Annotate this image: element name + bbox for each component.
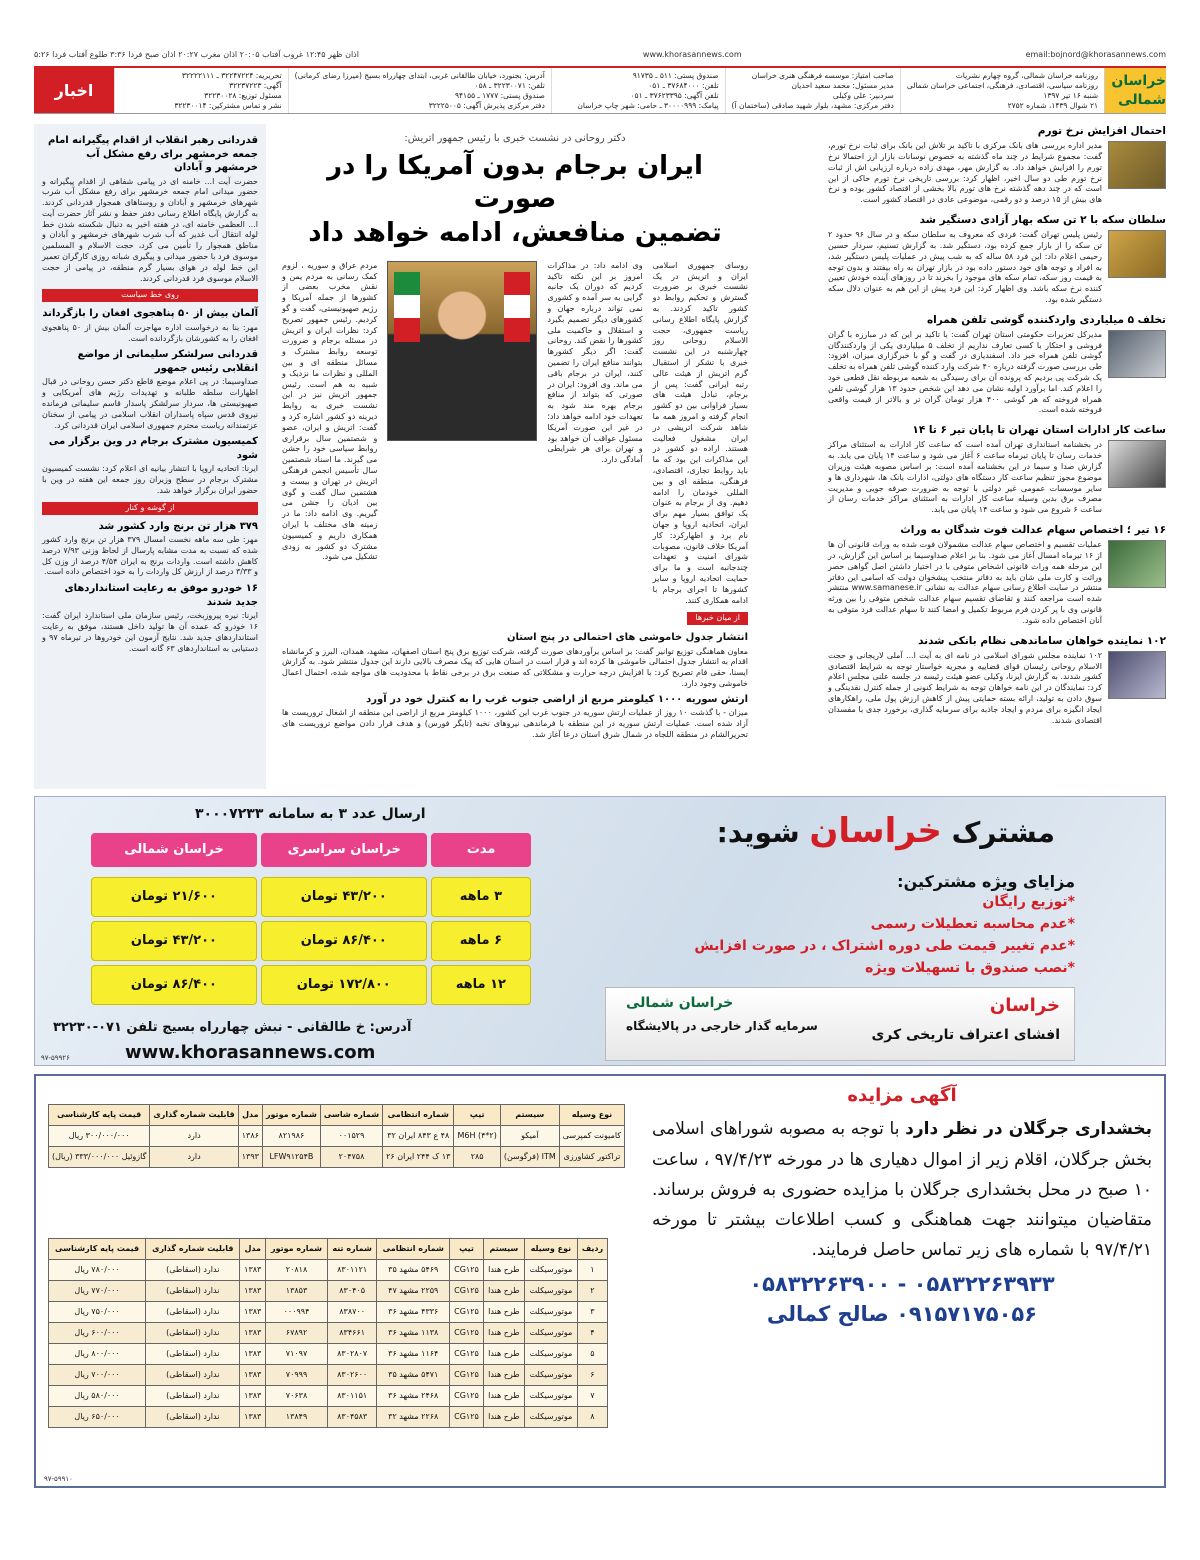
brief-text: میزان - با گذشت ۱۰ روز از عملیات ارتش سوریه در جنوب غرب این کشور، ۱۰۰۰ کیلومتر مربع از اراضی این منطقه از اشغال تروریست ها آزاد شده است. عملیات ارتش سوریه در این منطقه با فرماندهی نیروهای نخبه (تایگر فورس) و هدف قرار دادن مواضع تروریست های تحریرالشام در منطقه اللجاه در شمال شرق استان درعا آغاز شد. [282,708,749,739]
news-text: ۱۰۲ نماینده مجلس شورای اسلامی در نامه ای به آیت ا... آملی لاریجانی و حجت الاسلام روحانی رئیسان قوای قضاییه و مجریه خواستار توجه به شرایط اقتصادی کشور شدند. به گزارش ایرنا، وکیلی عضو هیئت رئیسه در جلسه علنی مجلس اعلام کرد: نمایندگان در این نامه خواهان توجه به شرایط کنونی از جمله کنترل نقدینگی و سوق دادن به تولید، ارائه بسته حمایتی پیش از کاهش ارزش پول ملی، راهکارهای ایجاد انگیزه برای مردم و ایجاد جاذبه برای سرمایه گذاری، برخورد جدی با مفسدان اقتصادی شدند. [828,650,1102,725]
table-row: ۵ موتورسیکلت طرح هندا CG۱۲۵ ۱۱۶۴ مشهد ۳۶ ۸۳۰۲۸۰۷ ۷۱۰۹۷ ۱۳۸۳ ندارد (اسقاطی) ۸۰۰/۰۰۰ ریال [49,1344,608,1365]
perk-item: *عدم محاسبه تعطیلات رسمی [870,915,1075,932]
perk-item: *عدم تغییر قیمت طی دوره اشتراک ، در صورت افزایش [694,937,1075,954]
news-item [828,213,1166,306]
lead-col-1: روسای جمهوری اسلامی ایران و اتریش در یک نشست خبری بر ضرورت گسترش و تحکیم روابط دو کشور تاکید کردند. به گزارش پایگاه اطلاع رسانی ریاست جمهوری، حجت الاسلام روحانی روز چهارشنبه در این نشست خبری با تشکر از استقبال گرم اتریش از هیئت عالی رتبه ایرانی گفت: پس از برجام، تبادل هیئت های بسیار فراوانی بین دو کشور انجام گرفته و امروز همه ما شاهد شرکت اتریشی در ایران مشغول فعالیت هستند. اراده دو کشور در این مذاکرات این بود که ما باید روابط تجاری، اقتصادی، فرهنگی، منطقه ای و بین المللی خودمان را ادامه دهیم. وی از برجام به عنوان یک توافق بسیار مهم برای ایران، اتحادیه اروپا و جهان نام برد و اظهارکرد: کار آمریکا خلاف قانون، مصوبات شورای امنیت و تعهدات چندجانبه است و ما برای حمایت اتحادیه اروپا و سایر کشورها تا اجرای برجام با ادامه همکاری کنند. [652,260,748,605]
subscription-ad [34,796,1166,1066]
list-item: کمیسیون مشترک برجام در وین برگزار می شود ایرنا: اتحادیه اروپا با انتشار بیانیه ای اعلام کرد: نشست کمیسیون مشترک برجام در سطح وزیران روز جمعه این هفته در وین با حضور ایران برگزار خواهد شد. [42,436,258,495]
price-row: ۱۲ ماهه ۱۷۲/۸۰۰ تومان ۸۶/۴۰۰ تومان [91,965,531,1005]
news-item [828,634,1166,727]
price-table [91,833,531,1009]
news-photo [1108,651,1166,699]
news-item [828,523,1166,627]
news-item [828,423,1166,516]
news-photo [1108,440,1166,488]
list-item: ۱۶ خودرو موفق به رعایت استانداردهای جدید شدند ایرنا: نیره پیروزبخت، رئیس سازمان ملی استاندارد ایران گفت: ۱۶ خودرو که عمده آن ها تولید داخل هستند، موفق به رعایت استانداردهای جدید شد. نتایج آزمون این خودروها در تیرماه ۹۷ و دستیابی به استانداردهای ۶۳ گانه است. [42,583,258,653]
president-photo [387,261,537,441]
news-item [828,313,1166,417]
austria-flag-icon [504,272,530,342]
masthead [34,66,1166,114]
table-row: ۶ موتورسیکلت طرح هندا CG۱۲۵ ۵۴۷۱ مشهد ۳۵ ۸۳۰۲۶۰۰ ۷۰۹۹۹ ۱۳۸۳ ندارد (اسقاطی) ۷۰۰/۰۰۰ ریال [49,1365,608,1386]
masthead-info-3: صندوق پستی: ۵۱۱ ـ ۹۱۷۳۵ تلفن: ۳۷۶۸۴۰۰۰ ـ ۰۵۱ تلفن آگهی: ۳۷۶۲۳۳۹۵ ـ ۰۵۱ پیامک: ۳۰۰۰۰۹۹۹ ـ حامی: شهر چاپ خراسان [551,68,725,113]
news-title: تخلف ۵ میلیاردی واردکننده گوشی تلفن همراه [926,313,1166,326]
auction-contact: ۰۹۱۵۷۱۷۵۰۵۶ صالح کمالی [766,1301,1038,1326]
news-text: عملیات تقسیم و اختصاص سهام عدالت مشمولان فوت شده به وراث قانونی آن ها از ۱۶ تیرماه امسال آغاز می شود. بنا بر اعلام صداوسیما بر اساس این گزارش، در این مرحله همه وراث قانونی اشخاص متوفی با در اختیار داشتن اصل گواهی حصر وراثت و کارت ملی شان باید به دفاتر منتخب پیشخوان دولت که اسامی این دفاتر منتشر در سایت اطلاع رسانی سهام عدالت به نشانی www.samanese.ir منتشر شده است مراجعه کنند و تقاضای تقسیم سهام عدالت شخص متوفی را بین ورثه قانونی وی با پر کردن فرم مربوط تکمیل و امضا کنند تا سهام عدالت فرد متوفی به آنان اختصاص داده شود. [828,540,1102,625]
brief-text: معاون هماهنگی توزیع توانیر گفت: بر اساس برآوردهای صورت گرفته، شرکت توزیع برق پنج استان اصفهان، مشهد، همدان، البرز و کرمانشاه اقدام به انتشار جدول احتمالی خاموشی ها کرده اند و قرار است در استان هایی که پیک مصرف بالایی دارند این جدول منتشر شود. به گزارش ایسنا، حقی فام تصریح کرد: با افزایش درجه حرارت و مشکلاتی که صنعت برق در برخی نقاط با محدودیت های مواجه شده، احتمال اعمال خاموشی وجود دارد. [281,646,748,689]
auction-notice [34,1074,1166,1488]
list-item: قدردانی سرلشکر سلیمانی از مواضع انقلابی رئیس جمهور صداوسیما: در پی اعلام موضع قاطع دکتر حسن روحانی در قبال اظهارات سلطه طلبانه و تهدیدات رژیم های آمریکایی و صهیونیستی ها، سردار سرلشکر پاسدار قاسم سلیمانی فرمانده نیروی قدس سپاه پاسداران انقلاب اسلامی در پیامی از سخنان عزتمندانه ریاست محترم جمهوری اسلامی ایران قدردانی کرد. [42,349,258,430]
vehicle-table [48,1104,625,1168]
ad-slogan: مشترک خراسان شوید: [716,811,1055,851]
news-text: در بخشنامه استانداری تهران آمده است که ساعت کار ادارات به استثنای مراکز خدمات رسان تا پایان تیرماه ساعت ۶ آغاز می شود و ساعت ۱۴ پایان می یابد. به گزارش صدا و سیما در این بخشنامه آمده است: بر اساس مصوبه هیئت وزیران موضوع مجوز تنظیم ساعت کار دستگاه های دولتی، ادارات بانک ها، شهرداری ها و سایر موسسات عمومی غیر دولتی با توجه به ضرورت صرفه جویی و مدیریت مصرف برق بدین وسیله ساعت کار ادارات به استثنای مراکز خدمات رسان از ساعت ۶ شروع می شود و ساعت ۱۴ پایان می یابد. [828,440,1102,515]
brief-title: ارتش سوریه ۱۰۰۰ کیلومتر مربع از اراضی جنوب غرب را به کنترل خود در آورد [366,693,748,705]
lead-kicker: دکتر روحانی در نشست خبری با رئیس جمهور اتریش: [404,133,626,144]
news-photo [1108,540,1166,588]
left-lead-item [42,134,258,284]
table-header: ردیف نوع وسیله سیستم تیپ شماره انتظامی شماره تنه شماره موتور مدل قابلیت شماره گذاری قیمت پایه کارشناسی [49,1239,608,1260]
ad-address: آدرس: خ طالقانی - نبش چهارراه بسیج تلفن ۰۷۱-۳۲۲۳۰ [53,1020,412,1035]
left-lead-text: حضرت آیت ا... خامنه ای در پیامی شفاهی از اقدام پیگیرانه و حضور میدانی امام جمعه خرمشهر برای رفع مشکل آب شرب شهرهای خرمشهر و آبادان و روستاهای همجوار قدردانی کردند. به گزارش پایگاه اطلاع رسانی دفتر حفظ و نشر آثار حضرت آیت ا... العظمی خامنه ای، در هفته اخیر به دنبال شکسته شدن خط لوله انتقال آب غدیر که آب شرب شهرهای خرمشهر و آبادان و مناطق همجوار را تأمین می کرد، حجت الاسلام و المسلمین موسوی فرد با حضور میدانی و پیگیری شبانه روزی کارگران تعمیر این خط لوله در هوای بسیار گرم منطقه، در پیامی از حجت الاسلام موسوی فرد قدردانی کردند. [42,176,258,283]
news-item [828,124,1166,206]
perks-title: مزایای ویژه مشترکین: [897,872,1075,891]
auction-text [652,1084,1152,1328]
masthead-info-4: آدرس: بجنورد، خیابان طالقانی غربی، ابتدای چهارراه بسیج (میرزا رضای کرمانی) تلفن: ۳۲۲۳۰۰۷۱ ـ ۰۵۸ صندوق پستی: ۱۷۷۷ ـ ۹۴۱۵۵ دفتر مرکزی پذیرش آگهی: ۳۲۲۲۵۰۰۵ [288,68,551,113]
left-tag-misc: از گوشه و کنار [42,502,258,515]
perk-item: *نصب صندوق با تسهیلات ویژه [865,959,1075,976]
news-text: رئیس پلیس تهران گفت: فردی که معروف به سلطان سکه و در سال ۹۶ حدود ۲ تن سکه را از بازار جمع کرده بود، دستگیر شد. به گزارش تسنیم، سردار حسین رحیمی اعلام داد: این فرد ۵۸ ساله که به شب پیش در عملیات پلیس دستگیر شد، به افراد و توجه های خود دستور داده بود در بازار تهران به راه بیفتند و بدون توجه به قیمت روز سکه، تمام سکه های موجود را بخرند تا در روزهای آینده خودش تعیین کننده نرخ سکه باشد. وی اظهار کرد: این فرد پیش از این هم به عنوان دلال سکه دستگیر شده بود. [828,230,1103,304]
brand-logo: خراسان شمالی [1104,68,1166,113]
iran-flag-icon [394,272,420,342]
lead-story-body [282,261,748,607]
list-item: ۳۷۹ هزار تن برنج وارد کشور شد مهر: طی سه ماهه نخست امسال ۳۷۹ هزار تن برنج وارد کشور شده که نسبت به مدت مشابه پارسال از لحاظ وزنی ۷/۹۳ درصد کاهش داشته است. واردات برنج به ایران ۴/۵۴ درصد از وزن کل و ۳/۳۳ درصد از ارزش کل واردات را به خود اختصاص داده است. [42,520,259,577]
top-info-line [34,50,1166,64]
masthead-info-1: روزنامه خراسان شمالی، گروه چهارم نشریات روزنامه سیاسی، اقتصادی، فرهنگی، اجتماعی خراسان شمالی شنبه ۱۶ تیر ۱۳۹۷ ۲۱ شوال ۱۴۳۹، شماره ۲۷۵۲ [900,68,1104,113]
price-row: ۳ ماهه ۴۳/۲۰۰ تومان ۲۱/۶۰۰ تومان [91,877,531,917]
motorcycle-table [48,1238,608,1428]
email-address[interactable]: email:bojnord@khorasannews.com [1025,50,1166,59]
masthead-info-5: تحریریه: ۳۲۲۴۷۲۲۴ ـ ۳۲۲۲۲۱۱۱ آگهی: ۳۲۲۳۷۲۲۳ مسئول توزیع: ۳۲۲۳۰۰۲۸ نشر و تماس مشترکین: ۳۲۲۳۰۰۱۴ [114,68,288,113]
news-title: ۱۰۲ نماینده خواهان ساماندهی نظام بانکی شدند [918,634,1166,647]
news-photo [1108,330,1166,378]
auction-phones: ۰۵۸۳۲۲۶۳۹۳۳ - ۰۵۸۳۲۲۶۳۹۰۰ [749,1271,1055,1296]
table-row: تراکتور کشاورزی ITM (فرگوسن) ۲۸۵ ۱۳ ک ۲۴۴ ایران ۲۶ ۲۰۴۷۵۸ LFW۹۱۲۵۴B ۱۳۹۳ دارد گازوئیل ۳۳۳/۰۰۰/۰۰۰ (ریال) [49,1147,625,1168]
site-url[interactable]: www.khorasannews.com [642,50,742,59]
briefs-tag: از میان خبرها [687,612,748,625]
brief-title: انتشار جدول خاموشی های احتمالی در پنج استان [506,632,748,644]
ad-code: ۹۷-۵۹۹۲۶ [41,1053,70,1062]
news-text: مدیر اداره بررسی های بانک مرکزی با تاکید بر تلاش این بانک برای ثبات نرخ تورم، گفت: مجموع شرایط در چند ماه گذشته به خصوص نوسانات بازار ارز احتمالا نرخ تورم را افزایش خواهد داد. به گزارش مهر، مهدی زاده درباره ارزیابی اش از ثبات نرخ تورم طی دو سال اخیر، اظهار کرد: بررسی تاریخی نرخ تورم حاکی از این است که در چند دهه گذشته نرخ های تورم بالا بخشی از اقتصاد کشور بوده و نرخ های بیش از ۱۵ درصد و دو رقمی، موضوعی عادی در اقتصاد کشور است. [828,141,1102,205]
list-item: آلمان بیش از ۵۰ پناهجوی افغان را بازگرداند مهر: بنا به درخواست اداره مهاجرت آلمان بیش از ۵۰ پناهجوی افغان را به کشورشان بازگردانده است. [42,308,258,343]
table-row: ۳ موتورسیکلت طرح هندا CG۱۲۵ ۴۳۳۶ مشهد ۳۶ ۸۳۸۷۰۰ ۰۰۰۹۹۴ ۱۳۸۳ ندارد (اسقاطی) ۷۵۰/۰۰۰ ریال [49,1302,608,1323]
table-header: نوع وسیله سیستم تیپ شماره انتظامی شماره شاسی شماره موتور مدل قابلیت شماره گذاری قیمت پایه کارشناسی [49,1105,625,1126]
masthead-info-2: صاحب امتیاز: موسسه فرهنگی هنری خراسان مدیر مسئول: محمد سعید احدیان سردبیر: علی وکیلی دفتر مرکزی: مشهد، بلوار شهید صادقی (ساختمان آ) [725,68,900,113]
news-title: ۱۶ تیر ؛ اختصاص سهام عدالت فوت شدگان به وراث [900,524,1166,536]
auction-title: آگهی مزایده [847,1085,957,1106]
lead-col-2: وی ادامه داد: در مذاکرات امروز بر این نکته تاکید کردیم که دوران یک جانبه گرایی به سر آمده و کشوری نمی تواند درباره جهان و کشورهای دیگر تصمیم بگیرد و استقلال و حاکمیت ملی کشورها را نقض کند. روحانی گفت: اگر دیگر کشورها بتوانند منافع ایران را تضمین کنند، ایران در برجام باقی می ماند. وی افزود: ایران در صورتی که بتواند از منافع برجام بهره مند شود به تعهدات خود ادامه خواهد داد؛ در غیر این صورت آمریکا مسئول عواقب آن خواهد بود و تهران برای هر شرایطی آمادگی دارد. [547,260,643,465]
auction-lead: بخشداری جرگلان در نظر دارد [905,1119,1153,1140]
left-lead-title: قدردانی رهبر انقلاب از اقدام پیگیرانه امام جمعه خرمشهر برای رفع مشکل آب خرمشهر و آبادان [47,135,258,173]
news-title: ساعت کار ادارات استان تهران تا پایان تیر ۶ تا ۱۴ [912,424,1166,437]
price-header-row: مدت خراسان سراسری خراسان شمالی [91,833,531,873]
perk-item: *توزیع رایگان [982,894,1075,910]
table-row: ۸ موتورسیکلت طرح هندا CG۱۲۵ ۲۲۶۸ مشهد ۳۲ ۸۳۰۴۵۸۳ ۱۳۸۴۹ ۱۳۸۳ ندارد (اسقاطی) ۶۵۰/۰۰۰ ریال [49,1407,608,1428]
news-title: احتمال افزایش نرخ تورم [1037,125,1166,137]
left-news-column [34,124,266,789]
right-news-column [828,124,1166,733]
table-row: ۱ موتورسیکلت طرح هندا CG۱۲۵ ۵۴۶۹ مشهد ۳۵ ۸۳۰۱۱۲۱ ۲۰۸۱۸ ۱۳۸۳ ندارد (اسقاطی) ۷۸۰/۰۰۰ ریال [49,1260,608,1281]
perks-list [694,893,1075,981]
price-row: ۶ ماهه ۸۶/۴۰۰ تومان ۴۳/۲۰۰ تومان [91,921,531,961]
lead-headline: ایران برجام بدون آمریکا را در صورت تضمین منافعش، ادامه خواهد داد [308,150,722,249]
table-row: ۲ موتورسیکلت طرح هندا CG۱۲۵ ۲۲۵۹ مشهد ۴۷ ۸۳۰۴۰۵ ۱۳۸۵۳ ۱۳۸۳ ندارد (اسقاطی) ۷۷۰/۰۰۰ ریال [49,1281,608,1302]
prayer-times: اذان ظهر ۱۲:۴۵ غروب آفتاب ۲۰:۰۵ اذان مغرب ۲۰:۲۷ اذان صبح فردا ۳:۳۶ طلوع آفتاب فردا ۵:۲۶ [34,50,359,59]
table-row: ۷ موتورسیکلت طرح هندا CG۱۲۵ ۲۴۶۸ مشهد ۳۶ ۸۳۰۱۱۵۱ ۷۰۶۳۸ ۱۳۸۳ ندارد (اسقاطی) ۵۸۰/۰۰۰ ریال [49,1386,608,1407]
sms-line: ارسال عدد ۳ به سامانه ۳۰۰۰۷۲۳۳ [195,806,426,822]
newspaper-samples: خراسان افشای اعتراف تاریخی کری خراسان شمالی سرمایه گذار خارجی در پالایشگاه [605,987,1075,1061]
lead-col-3: مردم عراق و سوریه ، لزوم کمک رسانی به مردم یمن و نقش مخرب بعضی از کشورها از جمله آمریکا و رژیم صهیونیستی، گفت و گو کردیم. رئیس جمهور تصریح کرد: نظرات ایران و اتریش در مسئله برجام و ضرورت توسعه روابط مشترک و مسائل منطقه ای و بین المللی و نظرات ما نزدیک و شبیه به هم است. رئیس جمهور اتریش نیز در این نشست خبری به روابط دیرینه دو کشور اشاره کرد و گفت: اتریش و ایران، عضو و شصتمین سال برقراری روابط سیاسی خود را جشن می گیرند. ما اسناد شصتمین سال تأسیس انجمن فرهنگی اتریش در تهران و بیست و هشتمین سال گفت و گوی بین ادیان را جشن می گیریم. وی ادامه داد: ما در زمینه های مختلف با ایران همکاری داریم و کمیسیون مشترک دو کشور به زودی تشکیل می شود. [282,260,378,562]
news-title: سلطان سکه با ۲ تن سکه بهار آزادی دستگیر شد [919,213,1166,226]
auction-body: با توجه به مصوبه شوراهای اسلامی بخش جرگلان، اقلام زیر از اموال دهیاری ها در مورخه ۹۷/۴/۲۳ ، ساعت ۱۰ صبح در محل بخشداری جرگلان با مزایده حضوری به فروش برساند. متقاضیان میتوانند جهت هماهنگی و کسب اطلاعات بیشتر تا مورخه ۹۷/۴/۲۱ با شماره های زیر تماس حاصل فرمایند. [652,1119,1152,1261]
news-text: مدیرکل تعزیرات حکومتی استان تهران گفت: با تاکید بر این که در مبارزه با گران فروشی و احتکار با کسی تعارف نداریم از تخلف ۵ میلیاردی یکی از واردکنندگان گوشی تلفن همراه خبر داد. اسفندیاری در گفت و گو با خبرگزاری میزان، افزود: طی بررسی صورت گرفته درباره ۴۰ شرکت وارد کننده گوشی تلفن همراه به تخلف یک شرکت پی بردیم که پرونده آن برای رسیدگی به شعبه مربوطه نقل قطعی خود را اعلام کند. اما برآورد اولیه نشان می دهد این شخص حدود ۱۳ هزار گوشی تلفن همراه فروخته که هر گوشی ۴۰۰ هزار تومان گران تر و بالاتر از قیمت واقعی فروخته شده است. [828,329,1103,415]
news-photo [1108,141,1166,189]
news-photo [1108,230,1166,278]
left-tag-politics: روی خط سیاست [42,289,258,302]
ad-site-url[interactable]: www.khorasannews.com [125,1042,376,1063]
lead-story [282,124,748,741]
table-row: کامیونت کمپرسی آمیکو M6H (۴*۲) ۴۸ ع ۸۴۳ ایران ۳۲ ۰۰۱۵۲۹ ۸۲۱۹۸۶ ۱۳۸۶ دارد ۳۰۰/۰۰۰/۰۰۰ ریال [49,1126,625,1147]
ad-brand: خراسان [809,811,942,851]
section-tag: اخبار [34,68,114,113]
auction-code: ۹۷-۵۹۹۱۰ [44,1474,73,1483]
table-row: ۴ موتورسیکلت طرح هندا CG۱۲۵ ۱۱۳۸ مشهد ۳۶ ۸۳۴۶۶۱ ۶۷۸۹۲ ۱۳۸۳ ندارد (اسقاطی) ۶۰۰/۰۰۰ ریال [49,1323,608,1344]
briefs [282,606,748,740]
